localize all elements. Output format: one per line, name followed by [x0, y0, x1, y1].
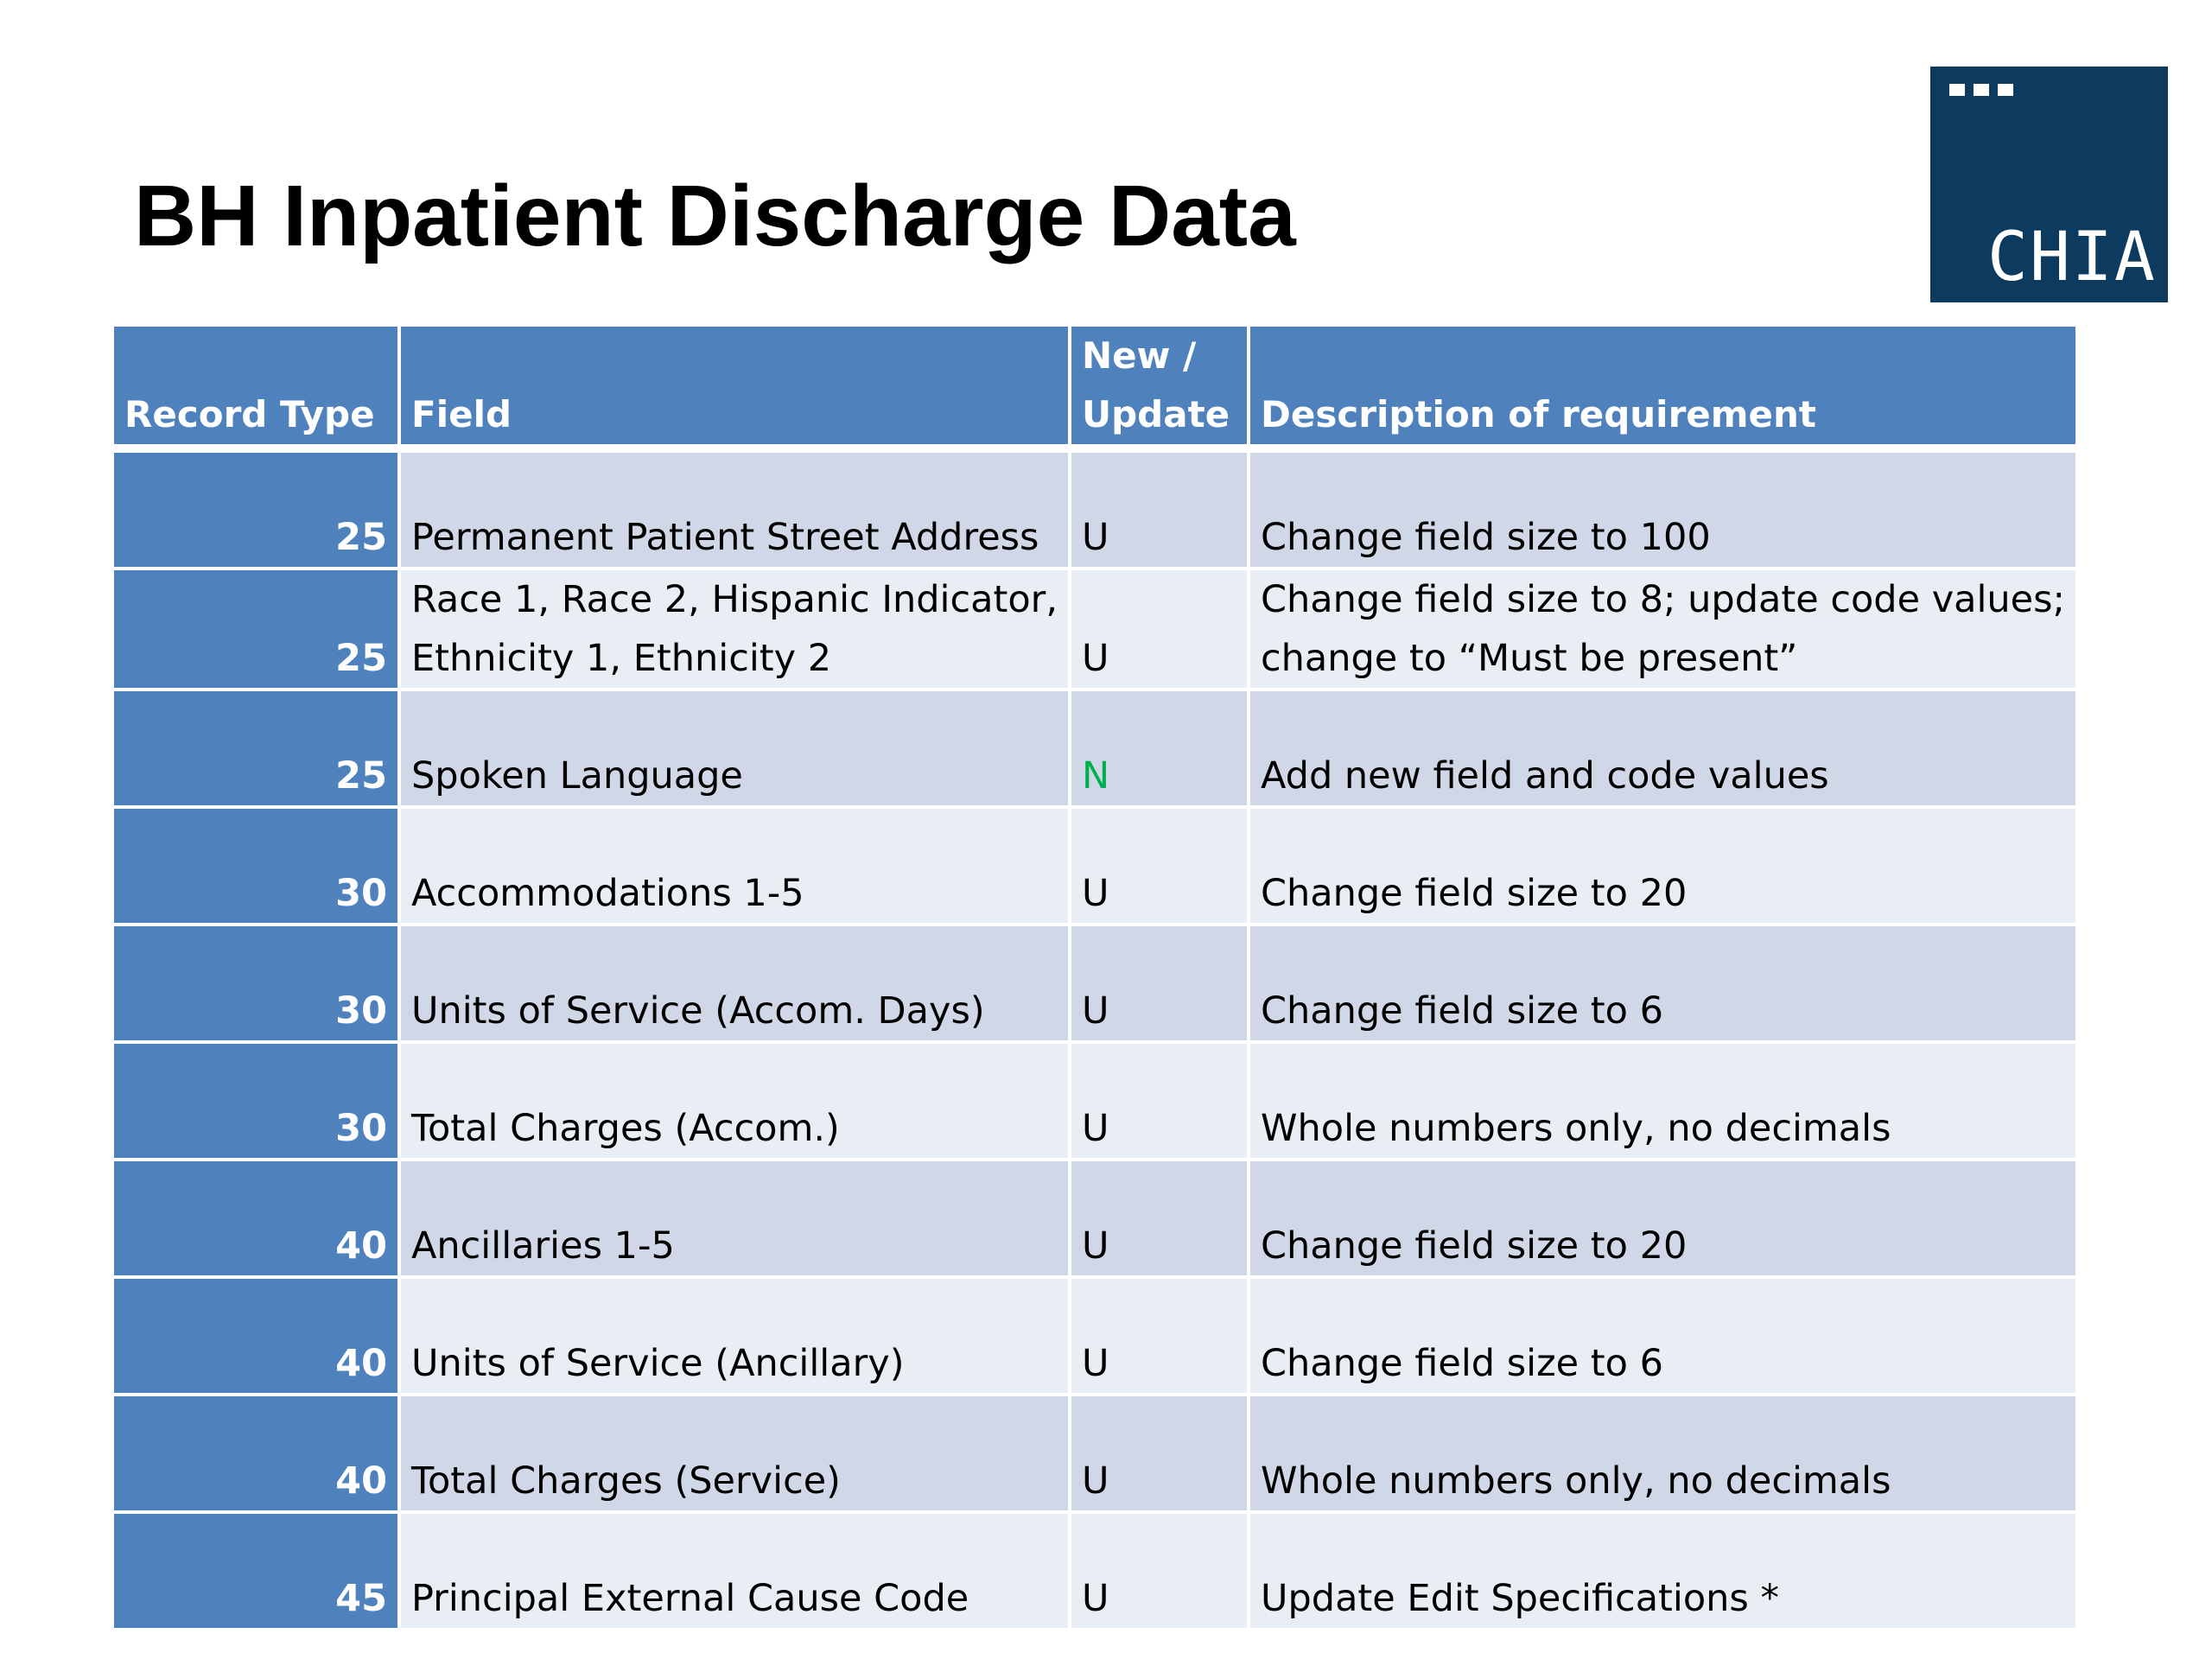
description-cell: [1249, 690, 2077, 807]
table-row: [112, 448, 2077, 569]
description-cell: [1249, 569, 2077, 690]
requirements-table-container: [111, 327, 2075, 1631]
new-update-cell: U: [1070, 925, 1249, 1042]
new-update-cell: U: [1070, 569, 1249, 690]
description-line: Add new field and code values: [1261, 754, 1829, 798]
field-line: Units of Service (Ancillary): [411, 1342, 905, 1385]
table-body: [112, 448, 2077, 1630]
record-type-cell: 25: [112, 569, 399, 690]
description-line: Change field size to 6: [1261, 989, 1663, 1033]
record-type-cell: 40: [112, 1160, 399, 1277]
description-line: Update Edit Specifications *: [1261, 1577, 1779, 1620]
header-new-update-line1: New /: [1082, 334, 1197, 377]
description-cell: [1249, 1042, 2077, 1160]
requirements-table: [111, 327, 2079, 1631]
description-line: Change field size to 100: [1261, 516, 1711, 559]
table-row: [112, 569, 2077, 690]
table-row: [112, 1395, 2077, 1512]
table-row: [112, 807, 2077, 925]
description-cell: [1249, 448, 2077, 569]
field-line: Spoken Language: [411, 754, 743, 798]
table-row: [112, 690, 2077, 807]
new-update-cell: U: [1070, 1042, 1249, 1160]
new-update-cell: U: [1070, 448, 1249, 569]
new-update-cell: U: [1070, 1395, 1249, 1512]
description-line: Change field size to 8; update code values;: [1261, 578, 2066, 621]
field-cell: [399, 569, 1070, 690]
field-line: Units of Service (Accom. Days): [411, 989, 985, 1033]
table-row: [112, 1042, 2077, 1160]
description-cell: [1249, 1395, 2077, 1512]
header-description: Description of requirement: [1249, 327, 2077, 448]
field-cell: [399, 1277, 1070, 1395]
field-line: Accommodations 1-5: [411, 872, 804, 915]
field-line: Principal External Cause Code: [411, 1577, 969, 1620]
header-new-update-line2: Update: [1082, 393, 1230, 435]
field-cell: [399, 1395, 1070, 1512]
page-title: BH Inpatient Discharge Data: [134, 168, 1296, 264]
description-line: Whole numbers only, no decimals: [1261, 1107, 1891, 1150]
field-line: Total Charges (Accom.): [411, 1107, 840, 1150]
field-cell: [399, 1160, 1070, 1277]
description-cell: [1249, 1160, 2077, 1277]
field-line: Race 1, Race 2, Hispanic Indicator,: [411, 578, 1058, 621]
chia-logo: [1930, 67, 2199, 302]
field-cell: [399, 807, 1070, 925]
field-line: Ancillaries 1-5: [411, 1224, 675, 1268]
field-line: Permanent Patient Street Address: [411, 516, 1039, 559]
record-type-cell: 40: [112, 1277, 399, 1395]
field-cell: [399, 925, 1070, 1042]
record-type-cell: 45: [112, 1512, 399, 1630]
record-type-cell: 40: [112, 1395, 399, 1512]
description-line: Change field size to 20: [1261, 1224, 1688, 1268]
header-new-update: [1070, 327, 1249, 448]
table-row: [112, 1512, 2077, 1630]
description-line: change to “Must be present”: [1261, 637, 1798, 680]
description-line: Change field size to 6: [1261, 1342, 1663, 1385]
new-update-cell: U: [1070, 1160, 1249, 1277]
new-update-cell: U: [1070, 807, 1249, 925]
table-row: [112, 1277, 2077, 1395]
field-cell: [399, 1512, 1070, 1630]
field-cell: [399, 1042, 1070, 1160]
field-cell: [399, 690, 1070, 807]
record-type-cell: 25: [112, 690, 399, 807]
table-header-row: [112, 327, 2077, 448]
description-line: Whole numbers only, no decimals: [1261, 1459, 1891, 1503]
field-line: Ethnicity 1, Ethnicity 2: [411, 637, 832, 680]
new-update-cell: U: [1070, 1512, 1249, 1630]
new-update-cell: U: [1070, 1277, 1249, 1395]
header-field: Field: [399, 327, 1070, 448]
description-cell: [1249, 1512, 2077, 1630]
record-type-cell: 25: [112, 448, 399, 569]
new-update-cell: N: [1070, 690, 1249, 807]
header-record-type: Record Type: [112, 327, 399, 448]
field-line: Total Charges (Service): [411, 1459, 841, 1503]
field-cell: [399, 448, 1070, 569]
logo-text: CHIA.: [1987, 219, 2199, 296]
description-cell: [1249, 807, 2077, 925]
table-row: [112, 1160, 2077, 1277]
description-cell: [1249, 925, 2077, 1042]
description-cell: [1249, 1277, 2077, 1395]
record-type-cell: 30: [112, 1042, 399, 1160]
record-type-cell: 30: [112, 925, 399, 1042]
record-type-cell: 30: [112, 807, 399, 925]
description-line: Change field size to 20: [1261, 872, 1688, 915]
table-row: [112, 925, 2077, 1042]
logo-dots-icon: [1949, 84, 2013, 96]
